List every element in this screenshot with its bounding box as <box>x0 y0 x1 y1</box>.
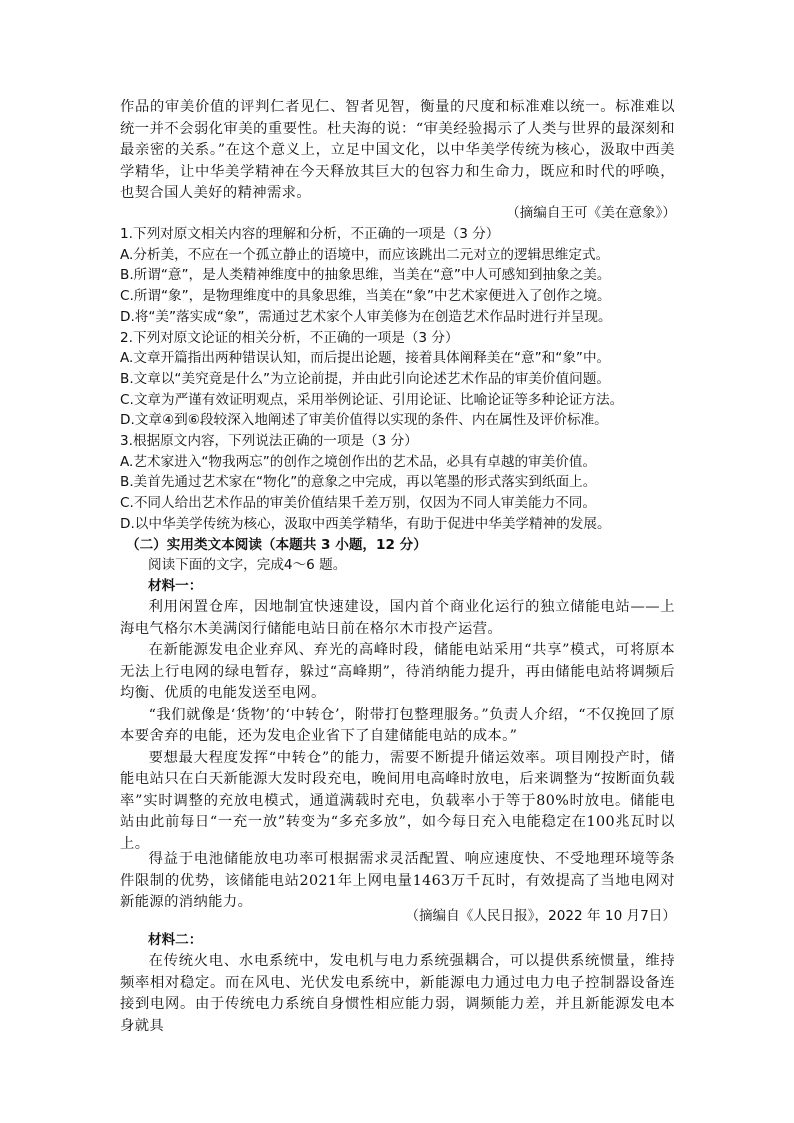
question-stem: 1.下列对原文相关内容的理解和分析，不正确的一项是（3 分） <box>120 226 500 242</box>
material-two-paragraph: 在传统火电、水电系统中，发电机与电力系统强耦合，可以提供系统惯量，维持频率相对稳定。而在风电、光伏发电系统中，新能源电力通过电力电子控制器设备连接到电网。由于传统电力系统自身惯性相应能力弱，调频能力差，并且新能源发电本身就具 <box>120 953 675 1034</box>
option-c: C.所谓“象”，是物理维度中的具象思维，当美在“象”中艺术家便进入了创作之境。 <box>120 288 611 305</box>
option-d: D.文章④到⑥段较深入地阐述了审美价值得以实现的条件、内在属性及评价标准。 <box>120 412 608 429</box>
option-a: A.分析美，不应在一个孤立静止的语境中，而应该跳出二元对立的逻辑思维定式。 <box>120 246 610 263</box>
option-a: A.艺术家进入“物我两忘”的创作之境创作出的艺术品，必具有卓越的审美价值。 <box>120 453 597 470</box>
material-one-label: 材料一： <box>148 578 203 594</box>
material-one-paragraph: 利用闲置仓库，因地制宜快速建设，国内首个商业化运行的独立储能电站——上海电气格尔木美满闵行储能电站日前在格尔木市投产运营。 <box>120 599 675 637</box>
option-b: B.文章以“美究竟是什么”为立论前提，并由此引向论述艺术作品的审美价值问题。 <box>120 370 610 387</box>
material-one-paragraph: “我们就像是‘货物’的‘中转仓’，附带打包整理服务。”负责人介绍，“不仅挽回了原本要舍弃的电能，还为发电企业省下了自建储能电站的成本。” <box>120 706 675 744</box>
passage-closing-paragraph: 作品的审美价值的评判仁者见仁、智者见智，衡量的尺度和标准难以统一。标准难以统一并不会弱化审美的重要性。杜夫海的说：“审美经验揭示了人类与世界的最深刻和最亲密的关系。”在这个意义上，立足中国文化，以中华美学传统为核心，汲取中西美学精华，让中华美学精神在今天释放其巨大的包容力和生命力，既应和时代的呼唤，也契合国人美好的精神需求。 <box>120 99 675 201</box>
option-c: C.文章为严谨有效证明观点，采用举例论证、引用论证、比喻论证等多种论证方法。 <box>120 391 624 408</box>
material-one-paragraph: 得益于电池储能放电功率可根据需求灵活配置、响应速度快、不受地理环境等条件限制的优势，该储能电站2021年上网电量1463万千瓦时，有效提高了当地电网对新能源的消纳能力。 <box>120 851 675 910</box>
option-a: A.文章开篇指出两种错误认知，而后提出论题，接着具体阐释美在“意”和“象”中。 <box>120 350 611 367</box>
option-d: D.将“美”落实成“象”，需通过艺术家个人审美修为在创造艺术作品时进行并呈现。 <box>120 308 612 325</box>
option-b: B.美首先通过艺术家在“物化”的意象之中完成，再以笔墨的形式落实到纸面上。 <box>120 474 597 491</box>
material-two-label: 材料二： <box>148 932 203 948</box>
option-c: C.不同人给出艺术作品的审美价值结果千差万别，仅因为不同人审美能力不同。 <box>120 495 596 512</box>
passage-source-citation: （摘编自王可《美在意象》） <box>506 205 676 221</box>
material-one-paragraph: 在新能源发电企业弃风、弃光的高峰时段，储能电站采用“共享”模式，可将原本无法上行电网的绿电暂存，躲过“高峰期”，待消纳能力提升，再由储能电站将调频后均衡、优质的电能发送至电网。 <box>120 642 675 701</box>
material-one-paragraph: 要想最大程度发挥“中转仓”的能力，需要不断提升储运效率。项目刚投产时，储能电站只在白天新能源大发时段充电，晚间用电高峰时放电，后来调整为“按断面负载率”实时调整的充放电模式，通道满载时充电，负载率小于等于80%时放电。储能电站由此前每日“一充一放”转变为“多充多放”，如今每日充入电能稳定在100兆瓦时以上。 <box>120 749 675 852</box>
question-stem: 3.根据原文内容，下列说法正确的一项是（3 分） <box>120 433 418 449</box>
option-b: B.所谓“意”，是人类精神维度中的抽象思维，当美在“意”中人可感知到抽象之美。 <box>120 267 611 284</box>
question-stem: 2.下列对原文论证的相关分析，不正确的一项是（3 分） <box>120 329 459 346</box>
material-one-source: （摘编自《人民日报》，2022 年 10 月7日） <box>405 908 676 924</box>
section-heading: （二）实用类文本阅读（本题共 3 小题，12 分） <box>126 536 427 553</box>
section-instruction: 阅读下面的文字，完成4～6 题。 <box>148 557 347 574</box>
option-d: D.以中华美学传统为核心，汲取中西美学精华，有助于促进中华美学精神的发展。 <box>120 515 611 532</box>
